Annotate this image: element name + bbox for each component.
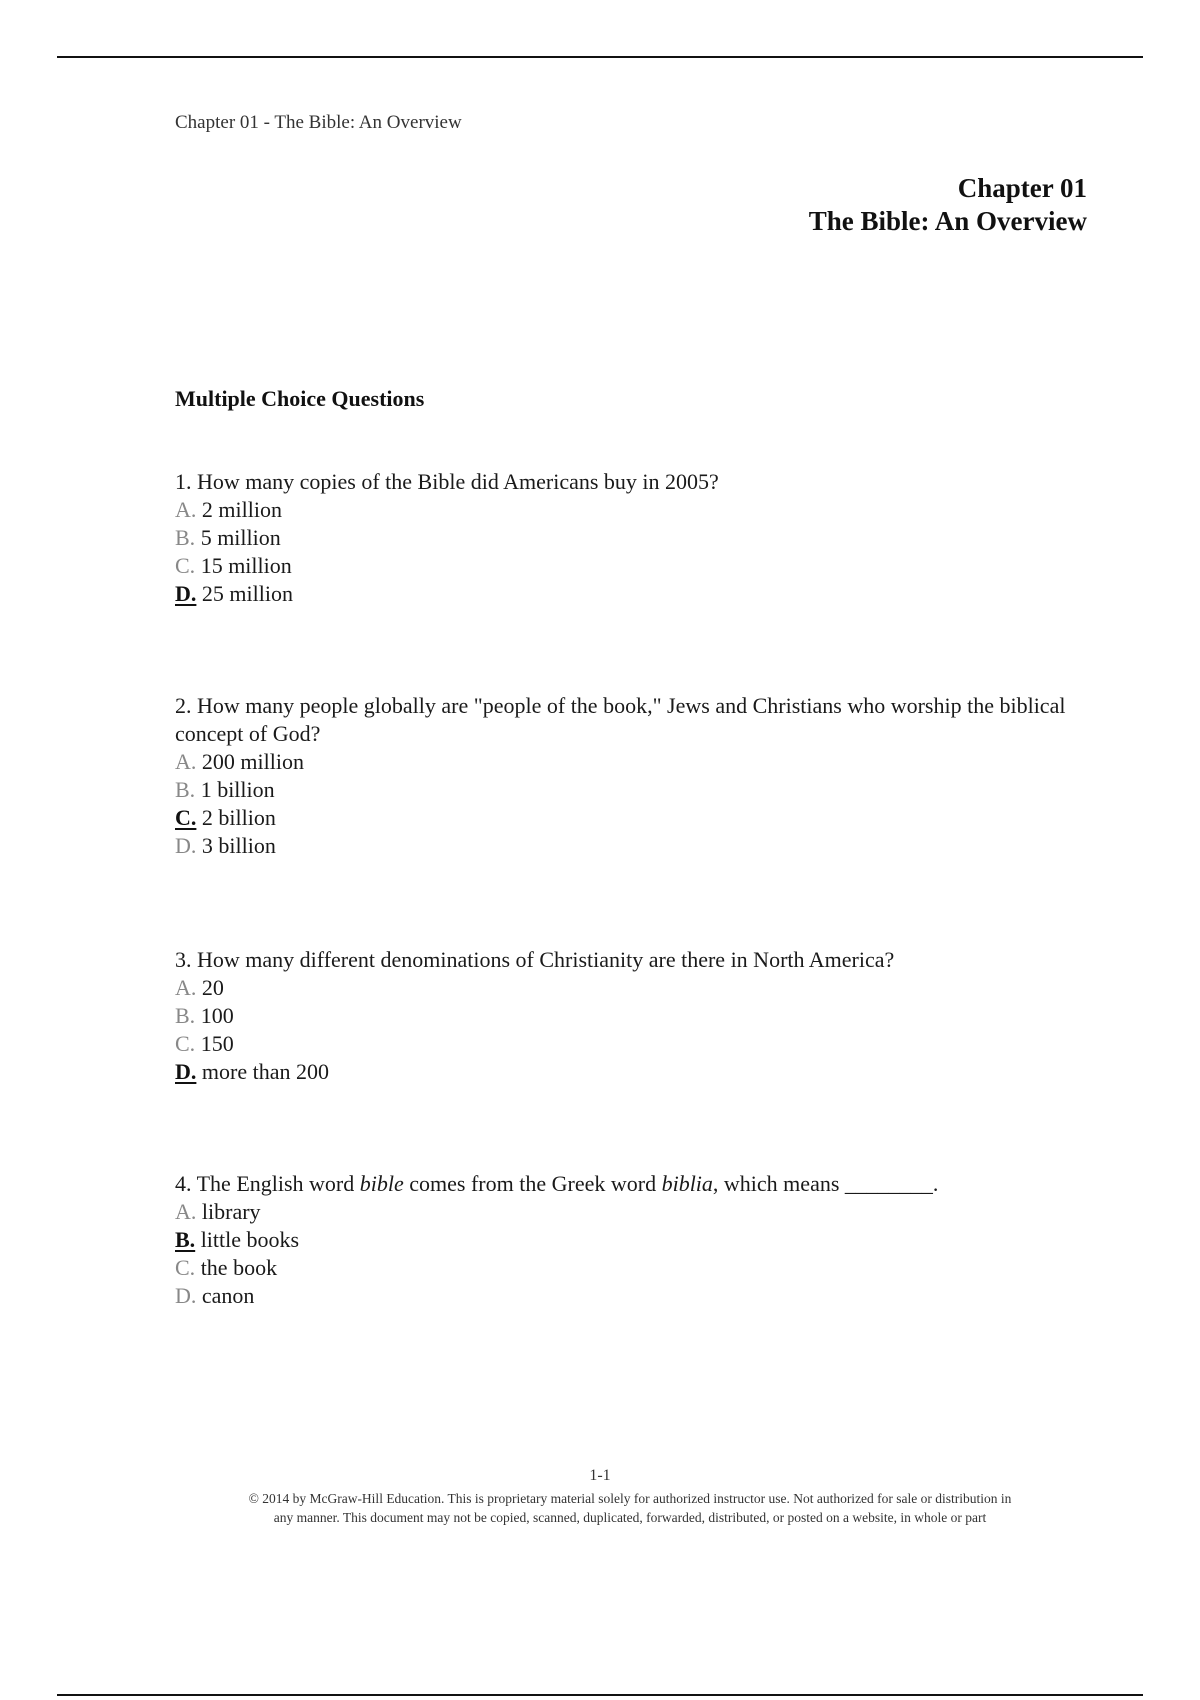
question-text: How many people globally are "people of the book," Jews and Christians who worship the biblical concept of God? xyxy=(175,693,1066,746)
option-letter: D. xyxy=(175,1283,197,1308)
option-text: 1 billion xyxy=(200,777,275,802)
answer-option xyxy=(175,524,1085,552)
option-letter: C. xyxy=(175,1255,196,1280)
option-text: 100 xyxy=(200,1003,234,1028)
question-number: 1. xyxy=(175,469,192,494)
copyright-line: any manner. This document may not be copied, scanned, duplicated, forwarded, distributed, or posted on a website, in whole or part xyxy=(273,1510,987,1525)
chapter-name: The Bible: An Overview xyxy=(808,206,1087,236)
option-text: library xyxy=(201,1199,261,1224)
question-text: How many copies of the Bible did Americans buy in 2005? xyxy=(197,469,719,494)
option-letter: A. xyxy=(175,749,197,774)
question-stem xyxy=(175,946,1085,974)
option-text: 3 billion xyxy=(201,833,276,858)
question-1 xyxy=(175,468,1085,608)
option-letter: A. xyxy=(175,497,197,522)
option-text: 25 million xyxy=(201,581,293,606)
option-text: canon xyxy=(201,1283,255,1308)
answer-option xyxy=(175,1282,1085,1310)
bottom-rule xyxy=(57,1694,1143,1696)
option-letter: C. xyxy=(175,805,197,830)
option-text: more than 200 xyxy=(201,1059,329,1084)
answer-option xyxy=(175,496,1085,524)
question-stem xyxy=(175,468,1085,496)
question-number: 4. xyxy=(175,1171,192,1196)
question-text: The English word xyxy=(196,1171,360,1196)
chapter-number: Chapter 01 xyxy=(957,173,1087,203)
question-stem xyxy=(175,1170,1085,1198)
answer-option xyxy=(175,1198,1085,1226)
option-letter: C. xyxy=(175,1031,196,1056)
question-text-italic: biblia xyxy=(661,1171,713,1196)
option-letter: B. xyxy=(175,1003,196,1028)
answer-option xyxy=(175,1002,1085,1030)
question-text: How many different denominations of Christianity are there in North America? xyxy=(197,947,895,972)
option-text: 200 million xyxy=(201,749,304,774)
question-2 xyxy=(175,692,1085,860)
question-3 xyxy=(175,946,1085,1086)
answer-option-correct xyxy=(175,1226,1085,1254)
answer-option xyxy=(175,974,1085,1002)
answer-option-correct xyxy=(175,1058,1085,1086)
option-text: 15 million xyxy=(200,553,292,578)
copyright-line: © 2014 by McGraw-Hill Education. This is proprietary material solely for authorized instructor use. Not authorized for sale or distribution in xyxy=(248,1491,1012,1506)
question-text: comes from the Greek word xyxy=(403,1171,662,1196)
running-header: Chapter 01 - The Bible: An Overview xyxy=(175,112,462,133)
answer-option-correct xyxy=(175,580,1085,608)
question-number: 2. xyxy=(175,693,192,718)
answer-option xyxy=(175,748,1085,776)
question-text-italic: bible xyxy=(359,1171,404,1196)
option-text: little books xyxy=(200,1227,300,1252)
option-text: 5 million xyxy=(200,525,281,550)
option-letter: D. xyxy=(175,581,197,606)
section-heading: Multiple Choice Questions xyxy=(175,386,425,411)
option-letter: D. xyxy=(175,1059,197,1084)
answer-option xyxy=(175,1254,1085,1282)
option-letter: D. xyxy=(175,833,197,858)
answer-option xyxy=(175,1030,1085,1058)
option-letter: B. xyxy=(175,525,196,550)
answer-option xyxy=(175,776,1085,804)
page-number: 1-1 xyxy=(589,1467,611,1484)
answer-option-correct xyxy=(175,804,1085,832)
option-text: 20 xyxy=(201,975,224,1000)
option-letter: A. xyxy=(175,975,197,1000)
option-text: 2 billion xyxy=(201,805,276,830)
question-number: 3. xyxy=(175,947,192,972)
question-4 xyxy=(175,1170,1085,1310)
option-text: the book xyxy=(200,1255,278,1280)
option-letter: A. xyxy=(175,1199,197,1224)
top-rule xyxy=(57,56,1143,58)
chapter-title xyxy=(809,172,1087,238)
option-text: 2 million xyxy=(201,497,282,522)
answer-option xyxy=(175,832,1085,860)
copyright-notice xyxy=(175,1489,1085,1527)
answer-option xyxy=(175,552,1085,580)
question-text: , which means ________. xyxy=(712,1171,939,1196)
question-stem xyxy=(175,692,1085,748)
option-letter: C. xyxy=(175,553,196,578)
option-text: 150 xyxy=(200,1031,234,1056)
option-letter: B. xyxy=(175,777,196,802)
option-letter: B. xyxy=(175,1227,196,1252)
